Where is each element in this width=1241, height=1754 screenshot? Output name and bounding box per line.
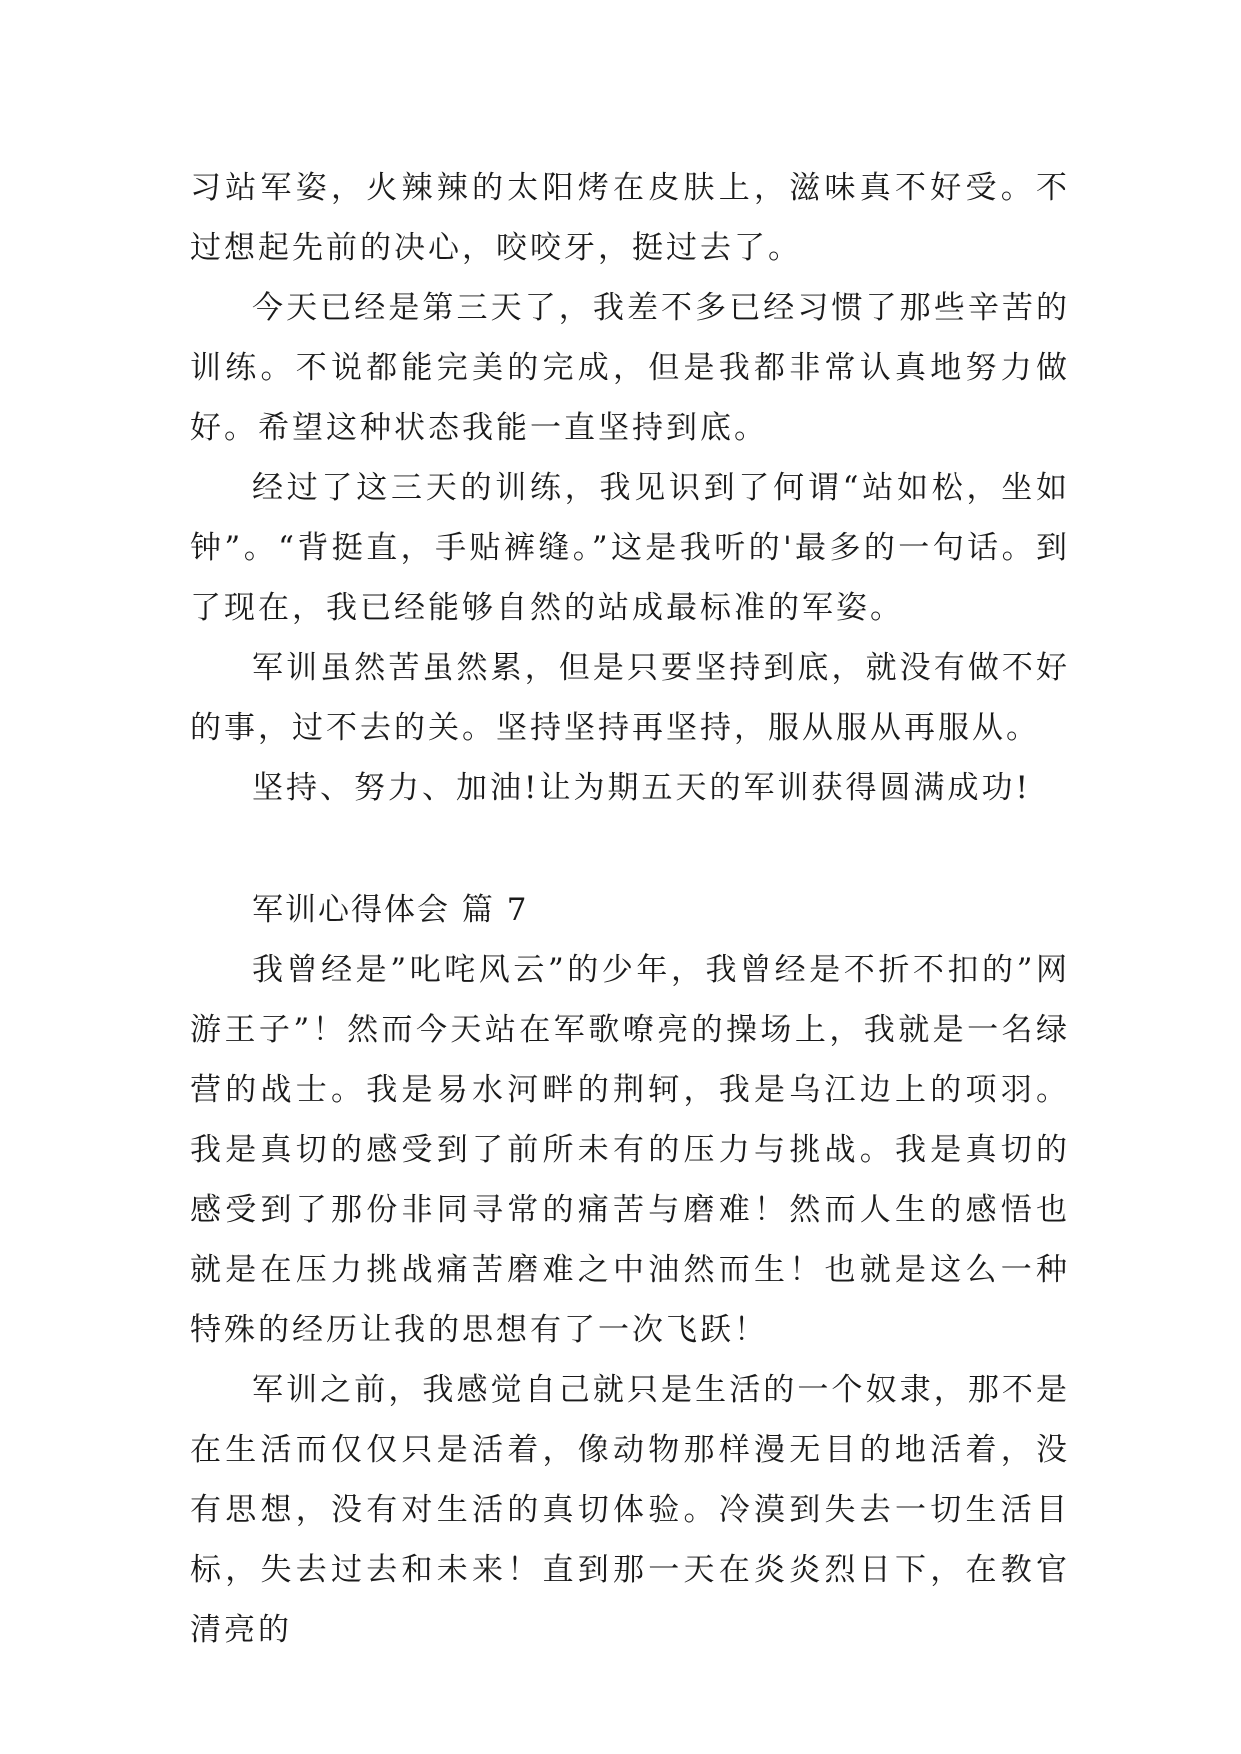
paragraph: 坚持、努力、加油!让为期五天的军训获得圆满成功! — [252, 770, 1031, 806]
section-heading: 军训心得体会 篇 7 — [252, 892, 529, 928]
paragraph-continued: 习站军姿，火辣辣的太阳烤在皮肤上，滋味真不好受。不过想起先前的决心，咬咬牙，挺过去了。 — [190, 170, 1070, 266]
paragraph: 军训之前，我感觉自己就只是生活的一个奴隶，那不是在生活而仅仅只是活着，像动物那样漫无目的地活着，没有思想，没有对生活的真切体验。冷漠到失去一切生活目标，失去过去和未来！直到那一天在炎炎烈日下，在教官清亮的 — [190, 1372, 1070, 1648]
paragraph: 经过了这三天的训练，我见识到了何谓“站如松，坐如钟”。“背挺直，手贴裤缝。”这是我听的'最多的一句话。到了现在，我已经能够自然的站成最标准的军姿。 — [190, 470, 1070, 626]
section-spacer — [190, 818, 1070, 880]
paragraph: 我曾经是”叱咤风云”的少年，我曾经是不折不扣的”网游王子”！然而今天站在军歌嘹亮的操场上，我就是一名绿营的战士。我是易水河畔的荆轲，我是乌江边上的项羽。我是真切的感受到了前所未有的压力与挑战。我是真切的感受到了那份非同寻常的痛苦与磨难！然而人生的感悟也就是在压力挑战痛苦磨难之中油然而生！也就是这么一种特殊的经历让我的思想有了一次飞跃！ — [190, 952, 1070, 1348]
document-body — [190, 158, 1070, 1660]
paragraph: 军训虽然苦虽然累，但是只要坚持到底，就没有做不好的事，过不去的关。坚持坚持再坚持，服从服从再服从。 — [190, 650, 1070, 746]
paragraph: 今天已经是第三天了，我差不多已经习惯了那些辛苦的训练。不说都能完美的完成，但是我都非常认真地努力做好。希望这种状态我能一直坚持到底。 — [190, 290, 1070, 446]
